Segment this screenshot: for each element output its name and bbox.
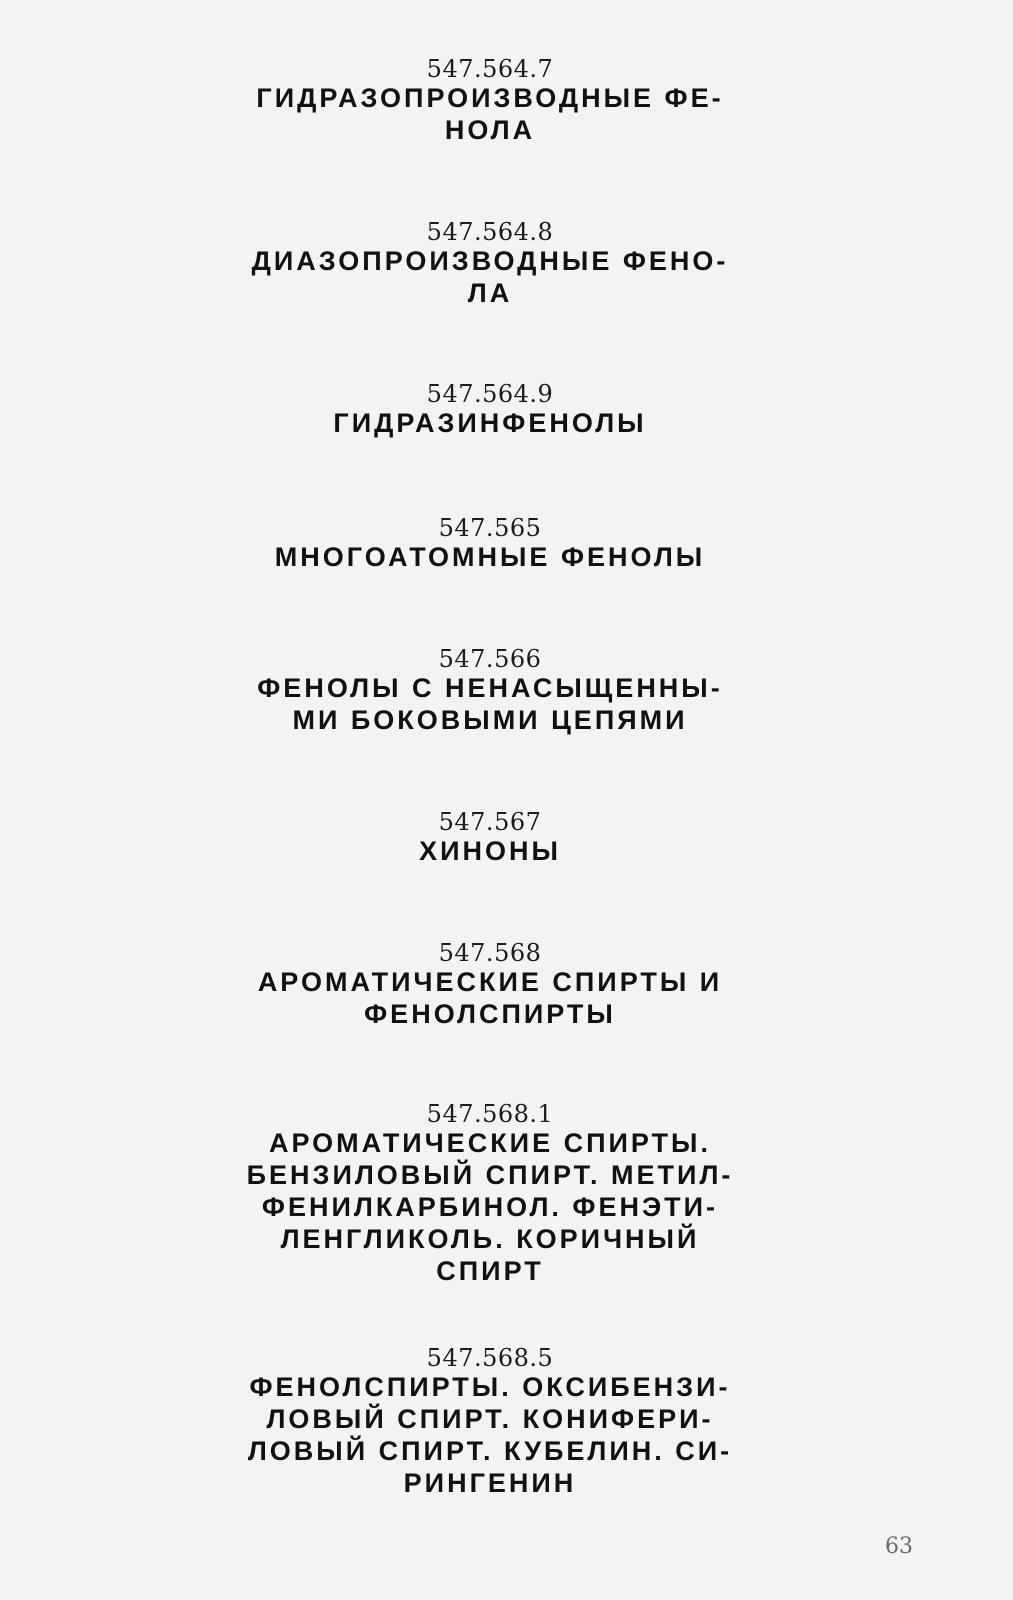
entry-title-line: НОЛА — [444, 115, 536, 145]
entry-title-line: ДИАЗОПРОИЗВОДНЫЕ ФЕНО- — [251, 246, 729, 276]
entry-547-564-9 — [0, 381, 980, 439]
entry-title-line: ФЕНОЛСПИРТЫ. ОКСИБЕНЗИ- — [249, 1372, 731, 1402]
entry-title-line: ХИНОНЫ — [419, 836, 561, 866]
entry-547-564-8 — [0, 219, 980, 309]
entry-title-line: ЛОВЫЙ СПИРТ. КОНИФЕРИ- — [266, 1404, 714, 1434]
entry-title-line: ФЕНИЛКАРБИНОЛ. ФЕНЭТИ- — [261, 1192, 719, 1222]
entry-547-566 — [0, 646, 980, 736]
entry-code: 547.564.7 — [426, 55, 554, 83]
entry-title-line: ФЕНОЛЫ С НЕНАСЫЩЕННЫ- — [257, 673, 723, 703]
entry-title-line: ЛЕНГЛИКОЛЬ. КОРИЧНЫЙ — [280, 1224, 700, 1254]
entry-547-568-5 — [0, 1345, 980, 1499]
entry-547-568-1 — [0, 1101, 980, 1287]
entry-title-line: СПИРТ — [436, 1256, 544, 1286]
entry-title-line: ГИДРАЗОПРОИЗВОДНЫЕ ФЕ- — [256, 83, 724, 113]
entry-code: 547.568.1 — [426, 1100, 554, 1128]
entry-title-line: РИНГЕНИН — [403, 1468, 577, 1498]
page-number: 63 — [885, 1534, 913, 1559]
entry-title-line: МНОГОАТОМНЫЕ ФЕНОЛЫ — [274, 542, 706, 572]
entry-title-line: АРОМАТИЧЕСКИЕ СПИРТЫ И — [257, 967, 723, 997]
entry-title-line: ЛОВЫЙ СПИРТ. КУБЕЛИН. СИ- — [247, 1436, 733, 1466]
entry-code: 547.565 — [438, 514, 542, 542]
entry-code: 547.564.9 — [426, 380, 554, 408]
entry-code: 547.566 — [438, 645, 542, 673]
entry-547-565 — [0, 515, 980, 573]
entry-code: 547.564.8 — [426, 218, 554, 246]
entry-code: 547.568 — [438, 939, 542, 967]
entry-code: 547.567 — [438, 808, 542, 836]
entry-title-line: ФЕНОЛСПИРТЫ — [364, 999, 616, 1029]
entry-547-567 — [0, 809, 980, 867]
entry-title-line: АРОМАТИЧЕСКИЕ СПИРТЫ. — [269, 1128, 711, 1158]
entry-title-line: БЕНЗИЛОВЫЙ СПИРТ. МЕТИЛ- — [246, 1160, 734, 1190]
entry-547-568 — [0, 940, 980, 1030]
entry-title-line: ГИДРАЗИНФЕНОЛЫ — [333, 408, 647, 438]
entry-title-line: ЛА — [467, 278, 513, 308]
entry-547-564-7 — [0, 56, 980, 146]
entry-title-line: МИ БОКОВЫМИ ЦЕПЯМИ — [292, 705, 688, 735]
entry-code: 547.568.5 — [426, 1344, 554, 1372]
